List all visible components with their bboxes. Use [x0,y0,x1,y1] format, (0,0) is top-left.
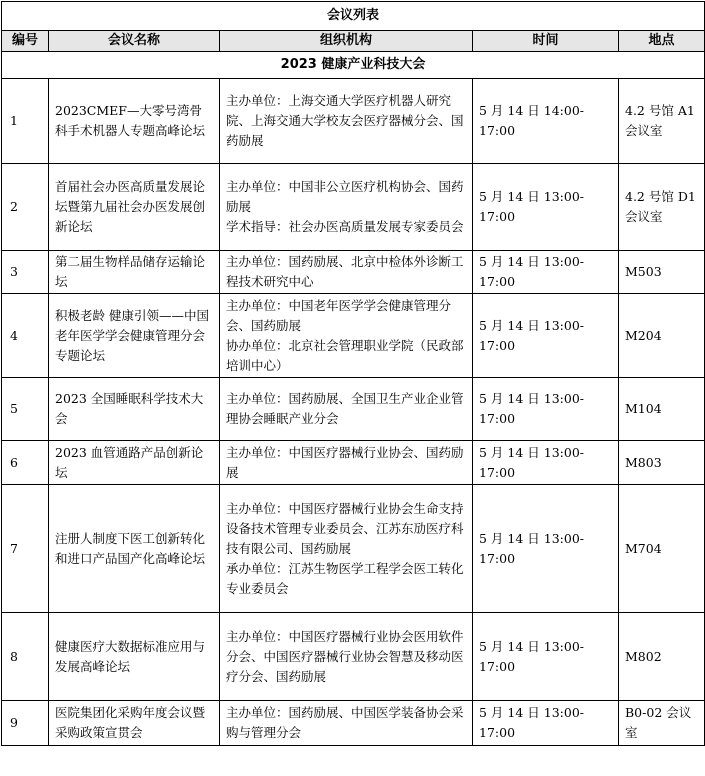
organizer-line: 主办单位：上海交通大学医疗机器人研究院、上海交通大学校友会医疗器械分会、国药励展 [226,93,464,148]
section-title: 2023 健康产业科技大会 [2,52,705,79]
meeting-place: M704 [619,485,705,613]
table-row [2,485,705,613]
meeting-place: 4.2 号馆 D1 会议室 [619,164,705,251]
meeting-name: 健康医疗大数据标准应用与发展高峰论坛 [49,613,220,701]
header-org: 组织机构 [220,31,473,52]
row-number: 2 [2,164,49,251]
meeting-time: 5 月 14 日 13:00-17:00 [473,378,619,441]
meeting-name: 首届社会办医高质量发展论坛暨第九届社会办医发展创新论坛 [49,164,220,251]
section-row [2,52,705,79]
table-row [2,378,705,441]
table-row [2,701,705,746]
row-number: 8 [2,613,49,701]
row-number: 1 [2,79,49,164]
table-title-row [2,2,705,31]
organizer-line: 协办单位：北京社会管理职业学院（民政部培训中心） [226,337,464,373]
meeting-time: 5 月 14 日 13:00-17:00 [473,164,619,251]
meeting-time: 5 月 14 日 13:00-17:00 [473,294,619,378]
meeting-name: 注册人制度下医工创新转化和进口产品国产化高峰论坛 [49,485,220,613]
table-row [2,79,705,164]
table-row [2,294,705,378]
meeting-time: 5 月 14 日 13:00-17:00 [473,441,619,485]
meeting-place: 4.2 号馆 A1 会议室 [619,79,705,164]
meeting-place: B0-02 会议室 [619,701,705,746]
header-no: 编号 [2,31,49,52]
organizer-line: 主办单位：中国医疗器械行业协会生命支持设备技术管理专业委员会、江苏东劢医疗科技有限公司、国药励展 [226,500,464,556]
row-number: 9 [2,701,49,746]
meeting-time: 5 月 14 日 14:00-17:00 [473,79,619,164]
table-row [2,613,705,701]
organizer-line: 承办单位：江苏生物医学工程学会医工转化专业委员会 [226,560,464,596]
meeting-place: M803 [619,441,705,485]
meeting-name: 医院集团化采购年度会议暨采购政策宣贯会 [49,701,220,746]
meeting-name: 第二届生物样品储存运输论坛 [49,251,220,294]
meeting-name: 2023 血管通路产品创新论坛 [49,441,220,485]
organizer [220,701,473,746]
header-time: 时间 [473,31,619,52]
organizer [220,441,473,485]
organizer [220,251,473,294]
table-row [2,251,705,294]
organizer-line: 主办单位：中国老年医学学会健康管理分会、国药励展 [226,297,452,333]
row-number: 4 [2,294,49,378]
meeting-place: M503 [619,251,705,294]
organizer-line: 主办单位：中国医疗器械行业协会、国药励展 [226,444,464,480]
table-row [2,441,705,485]
meeting-name: 积极老龄 健康引领——中国老年医学学会健康管理分会专题论坛 [49,294,220,378]
organizer [220,485,473,613]
organizer-line: 主办单位：国药励展、中国医学装备协会采购与管理分会 [226,705,464,740]
organizer [220,294,473,378]
organizer-line: 主办单位：中国非公立医疗机构协会、国药励展 [226,179,464,214]
header-place: 地点 [619,31,705,52]
header-row [2,31,705,52]
organizer-line: 主办单位：中国医疗器械行业协会医用软件分会、中国医疗器械行业协会智慧及移动医疗分会、国药励展 [226,628,464,684]
organizer [220,378,473,441]
meeting-time: 5 月 14 日 13:00-17:00 [473,701,619,746]
row-number: 5 [2,378,49,441]
organizer [220,79,473,164]
meeting-place: M104 [619,378,705,441]
header-name: 会议名称 [49,31,220,52]
organizer-line: 主办单位：国药励展、全国卫生产业企业管理协会睡眠产业分会 [226,391,464,426]
organizer [220,613,473,701]
organizer-line: 主办单位：国药励展、北京中检体外诊断工程技术研究中心 [226,254,464,289]
table-row [2,164,705,251]
meeting-time: 5 月 14 日 13:00-17:00 [473,485,619,613]
meeting-table [1,1,705,746]
row-number: 3 [2,251,49,294]
meeting-time: 5 月 14 日 13:00-17:00 [473,251,619,294]
meeting-place: M802 [619,613,705,701]
meeting-name: 2023CMEF—大零号湾骨科手术机器人专题高峰论坛 [49,79,220,164]
organizer-line: 学术指导：社会办医高质量发展专家委员会 [226,219,464,234]
organizer [220,164,473,251]
row-number: 6 [2,441,49,485]
row-number: 7 [2,485,49,613]
table-title: 会议列表 [2,2,705,31]
meeting-time: 5 月 14 日 13:00-17:00 [473,613,619,701]
meeting-place: M204 [619,294,705,378]
meeting-name: 2023 全国睡眠科学技术大会 [49,378,220,441]
